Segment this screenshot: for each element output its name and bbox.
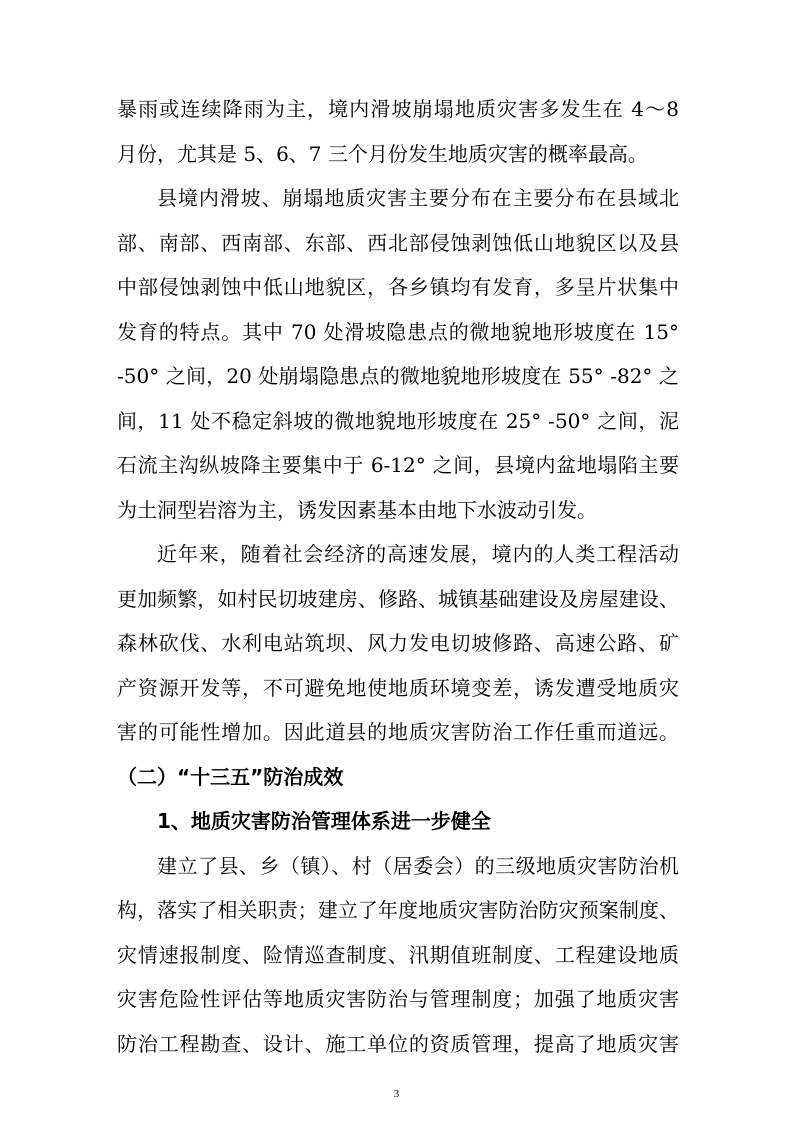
page-number: 3 (393, 1088, 400, 1100)
paragraph-line: 灾害危险性评估等地质灾害防治与管理制度；加强了地质灾害 (117, 987, 679, 1011)
subsection-heading: 1、地质灾害防治管理体系进一步健全 (157, 809, 491, 833)
paragraph-line: 更加频繁，如村民切坡建房、修路、城镇基础建设及房屋建设、 (117, 587, 679, 611)
paragraph-line: 暴雨或连续降雨为主，境内滑坡崩塌地质灾害多发生在 4～8 (117, 97, 679, 121)
paragraph-line: 构，落实了相关职责；建立了年度地质灾害防治防灾预案制度、 (117, 898, 679, 922)
paragraph-line: 发育的特点。其中 70 处滑坡隐患点的微地貌地形坡度在 15° (117, 320, 679, 344)
paragraph-line: 部、南部、西南部、东部、西北部侵蚀剥蚀低山地貌区以及县 (117, 231, 679, 255)
paragraph-line: 建立了县、乡（镇）、村（居委会）的三级地质灾害防治机 (157, 854, 679, 878)
paragraph-line: 灾情速报制度、险情巡查制度、汛期值班制度、工程建设地质 (117, 943, 679, 967)
paragraph-line: 石流主沟纵坡降主要集中于 6-12° 之间，县境内盆地塌陷主要 (117, 453, 679, 477)
paragraph-line: 县境内滑坡、崩塌地质灾害主要分布在主要分布在县域北 (157, 186, 679, 210)
paragraph-line: -50° 之间，20 处崩塌隐患点的微地貌地形坡度在 55° -82° 之 (117, 364, 679, 388)
paragraph-line: 近年来，随着社会经济的高速发展，境内的人类工程活动 (157, 542, 679, 566)
paragraph-line: 防治工程勘查、设计、施工单位的资质管理，提高了地质灾害 (117, 1032, 679, 1056)
paragraph-line: 间，11 处不稳定斜坡的微地貌地形坡度在 25° -50° 之间，泥 (117, 409, 679, 433)
paragraph-line: 产资源开发等，不可避免地使地质环境变差，诱发遭受地质灾 (117, 676, 679, 700)
paragraph-line: 森林砍伐、水利电站筑坝、风力发电切坡修路、高速公路、矿 (117, 631, 679, 655)
paragraph-line: 中部侵蚀剥蚀中低山地貌区，各乡镇均有发育，多呈片状集中 (117, 275, 679, 299)
section-heading: （二）“十三五”防治成效 (117, 765, 344, 789)
paragraph-line: 为土洞型岩溶为主，诱发因素基本由地下水波动引发。 (117, 498, 597, 522)
paragraph-line: 害的可能性增加。因此道县的地质灾害防治工作任重而道远。 (117, 720, 679, 744)
paragraph-line: 月份，尤其是 5、6、7 三个月份发生地质灾害的概率最高。 (117, 142, 648, 166)
